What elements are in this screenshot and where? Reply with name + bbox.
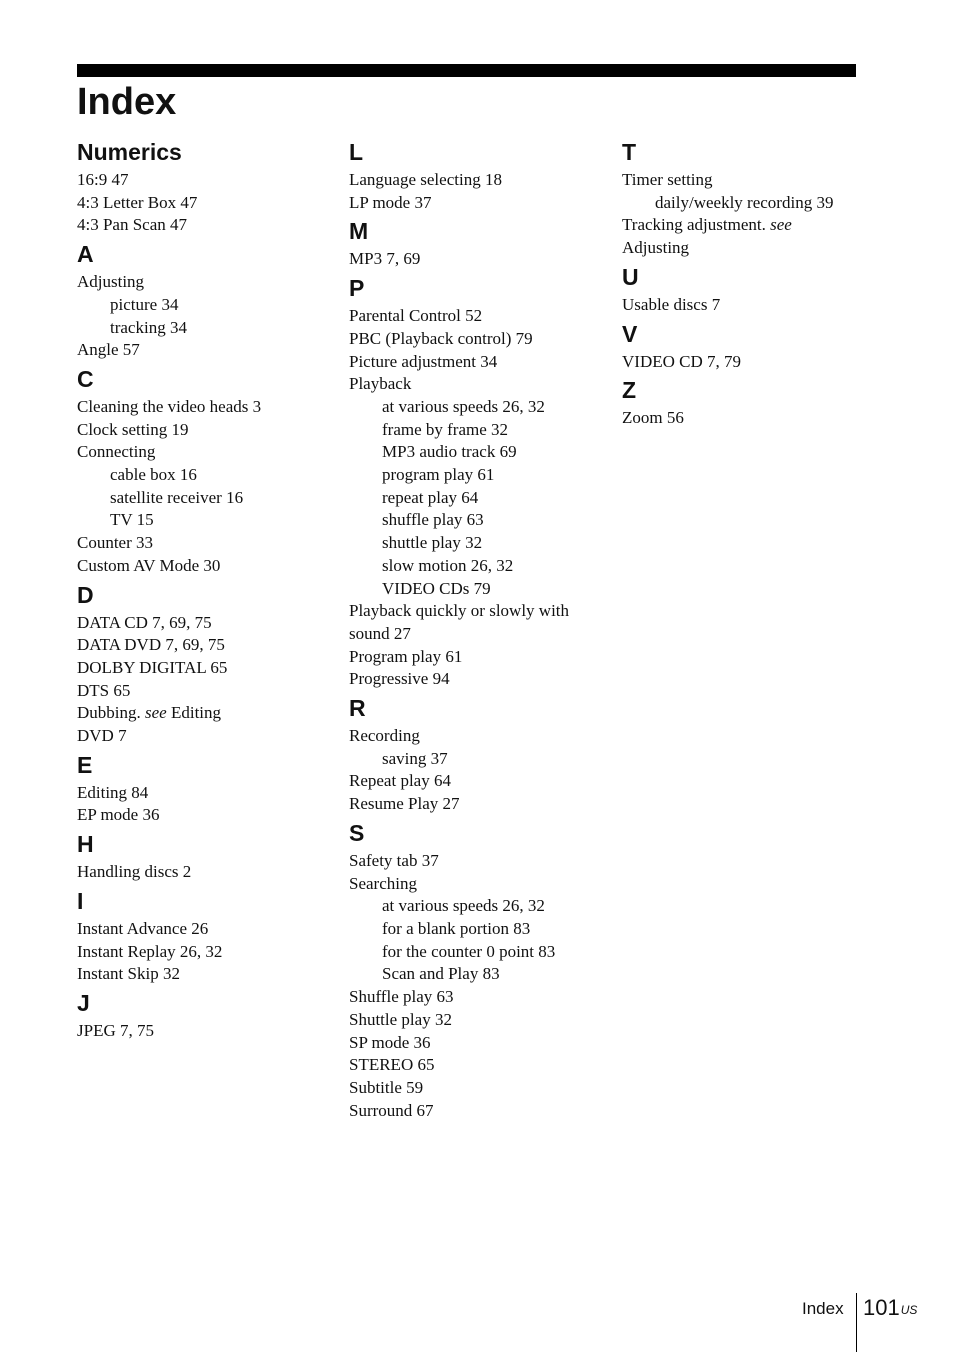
index-subentry: satellite receiver 16 [110,487,244,507]
index-subentry: slow motion 26, 32 [382,555,514,575]
section-heading: U [622,263,639,290]
page-number-suffix: US [900,1303,918,1317]
index-section [77,750,347,827]
section-heading: Z [622,377,637,404]
index-entry: Progressive 94 [349,669,450,689]
index-section [622,375,892,430]
index-section [77,580,347,748]
index-entry: Subtitle 59 [349,1077,424,1097]
section-heading: C [77,365,94,392]
section-heading: A [77,241,94,268]
index-entry: Handling discs 2 [77,862,192,882]
index-subentry: at various speeds 26, 32 [382,896,545,916]
index-subentry: frame by frame 32 [382,419,509,439]
section-heading: V [622,320,638,347]
section-heading: J [77,989,90,1016]
index-section [349,693,619,816]
index-subentry: program play 61 [382,465,495,485]
footer-divider [856,1293,857,1352]
index-subentry: shuttle play 32 [382,533,483,553]
index-entry: Connecting [77,442,156,462]
page-title: Index [77,81,177,123]
index-column-3 [622,137,892,430]
index-section [77,239,347,362]
see-target: Adjusting [622,238,690,258]
index-section [77,988,347,1043]
index-entry: Instant Skip 32 [77,964,180,984]
index-entry: Adjusting [77,272,145,292]
index-entry: DTS 65 [77,680,131,700]
index-entry: Instant Replay 26, 32 [77,941,223,961]
index-entry: 4:3 Pan Scan 47 [77,215,188,235]
section-heading: D [77,581,94,608]
page-number-value: 101 [863,1295,900,1320]
index-entry: Parental Control 52 [349,306,483,326]
page-number [863,1294,917,1322]
index-entry: Custom AV Mode 30 [77,555,221,575]
index-subentry: cable box 16 [110,465,197,485]
index-section [349,137,619,214]
index-section [77,364,347,578]
index-subentry: picture 34 [110,294,179,314]
section-heading: H [77,831,94,858]
index-entry: Shuffle play 63 [349,987,454,1007]
index-entry: PBC (Playback control) 79 [349,328,533,348]
header-rule [77,64,856,77]
index-entry: Angle 57 [77,340,140,360]
index-entry: Recording [349,726,420,746]
index-subentry: MP3 audio track 69 [382,442,517,462]
index-section [349,818,619,1122]
see-target: Editing [170,703,222,723]
index-entry: SP mode 36 [349,1032,431,1052]
index-entry: DOLBY DIGITAL 65 [77,657,228,677]
section-heading: S [349,819,365,846]
index-subentry: daily/weekly recording 39 [655,192,834,212]
index-entry: Safety tab 37 [349,850,439,870]
section-heading: M [349,218,369,245]
index-entry: Zoom 56 [622,408,684,428]
section-heading: L [349,139,364,165]
index-section [77,886,347,986]
index-entry: DATA CD 7, 69, 75 [77,612,212,632]
index-subentry: TV 15 [110,510,154,530]
entry-text: Tracking adjustment. [622,215,766,235]
index-entry: Language selecting 18 [349,170,502,189]
entry-text: Dubbing. [77,703,141,723]
section-heading: P [349,275,365,302]
index-entry: Timer setting [622,170,713,189]
index-entry: Searching [349,873,417,893]
see-reference: see [145,703,167,723]
index-section [349,273,619,691]
index-entry: Program play 61 [349,646,463,666]
index-entry: 4:3 Letter Box 47 [77,192,198,212]
index-subentry: saving 37 [382,748,448,768]
index-section [349,216,619,271]
index-entry: Picture adjustment 34 [349,351,498,371]
index-subentry: VIDEO CDs 79 [382,578,491,598]
index-entry: MP3 7, 69 [349,249,421,269]
index-section [622,137,892,260]
footer-section-label: Index [802,1299,844,1318]
index-entry: Counter 33 [77,533,154,553]
index-subentry: shuffle play 63 [382,510,484,530]
section-heading: R [349,695,366,722]
index-entry: DVD 7 [77,726,127,746]
index-entry: Instant Advance 26 [77,918,209,938]
see-reference: see [770,215,792,235]
index-entry: Editing 84 [77,782,149,802]
index-column-2 [349,137,619,1122]
index-subentry: Scan and Play 83 [382,964,500,984]
index-entry: Cleaning the video heads 3 [77,396,262,416]
section-heading: I [77,887,84,914]
index-entry: Resume Play 27 [349,794,460,814]
index-entry: Playback quickly or slowly with sound 27 [349,601,570,643]
index-entry: Shuttle play 32 [349,1009,452,1029]
index-entry: STEREO 65 [349,1055,435,1075]
index-section [622,262,892,317]
section-heading: Numerics [77,139,182,165]
index-entry: Playback [349,374,412,394]
index-entry: Clock setting 19 [77,419,189,439]
index-subentry: tracking 34 [110,317,187,337]
section-heading: E [77,751,93,778]
index-section [622,319,892,374]
index-entry: 16:9 47 [77,170,129,189]
section-heading: T [622,139,637,165]
index-entry: Repeat play 64 [349,771,451,791]
index-entry: DATA DVD 7, 69, 75 [77,635,225,655]
index-subentry: repeat play 64 [382,487,479,507]
index-entry: Surround 67 [349,1100,434,1120]
index-section [77,829,347,884]
index-entry: LP mode 37 [349,192,432,212]
index-section [77,137,347,237]
index-entry: Usable discs 7 [622,294,721,314]
index-entry [77,702,347,725]
index-column-1 [77,137,347,1043]
index-subentry: for a blank portion 83 [382,918,531,938]
index-entry [622,214,862,259]
index-subentry: at various speeds 26, 32 [382,396,545,416]
index-entry: VIDEO CD 7, 79 [622,351,741,371]
index-entry: JPEG 7, 75 [77,1020,154,1040]
index-entry: EP mode 36 [77,805,160,825]
index-subentry: for the counter 0 point 83 [382,941,556,961]
